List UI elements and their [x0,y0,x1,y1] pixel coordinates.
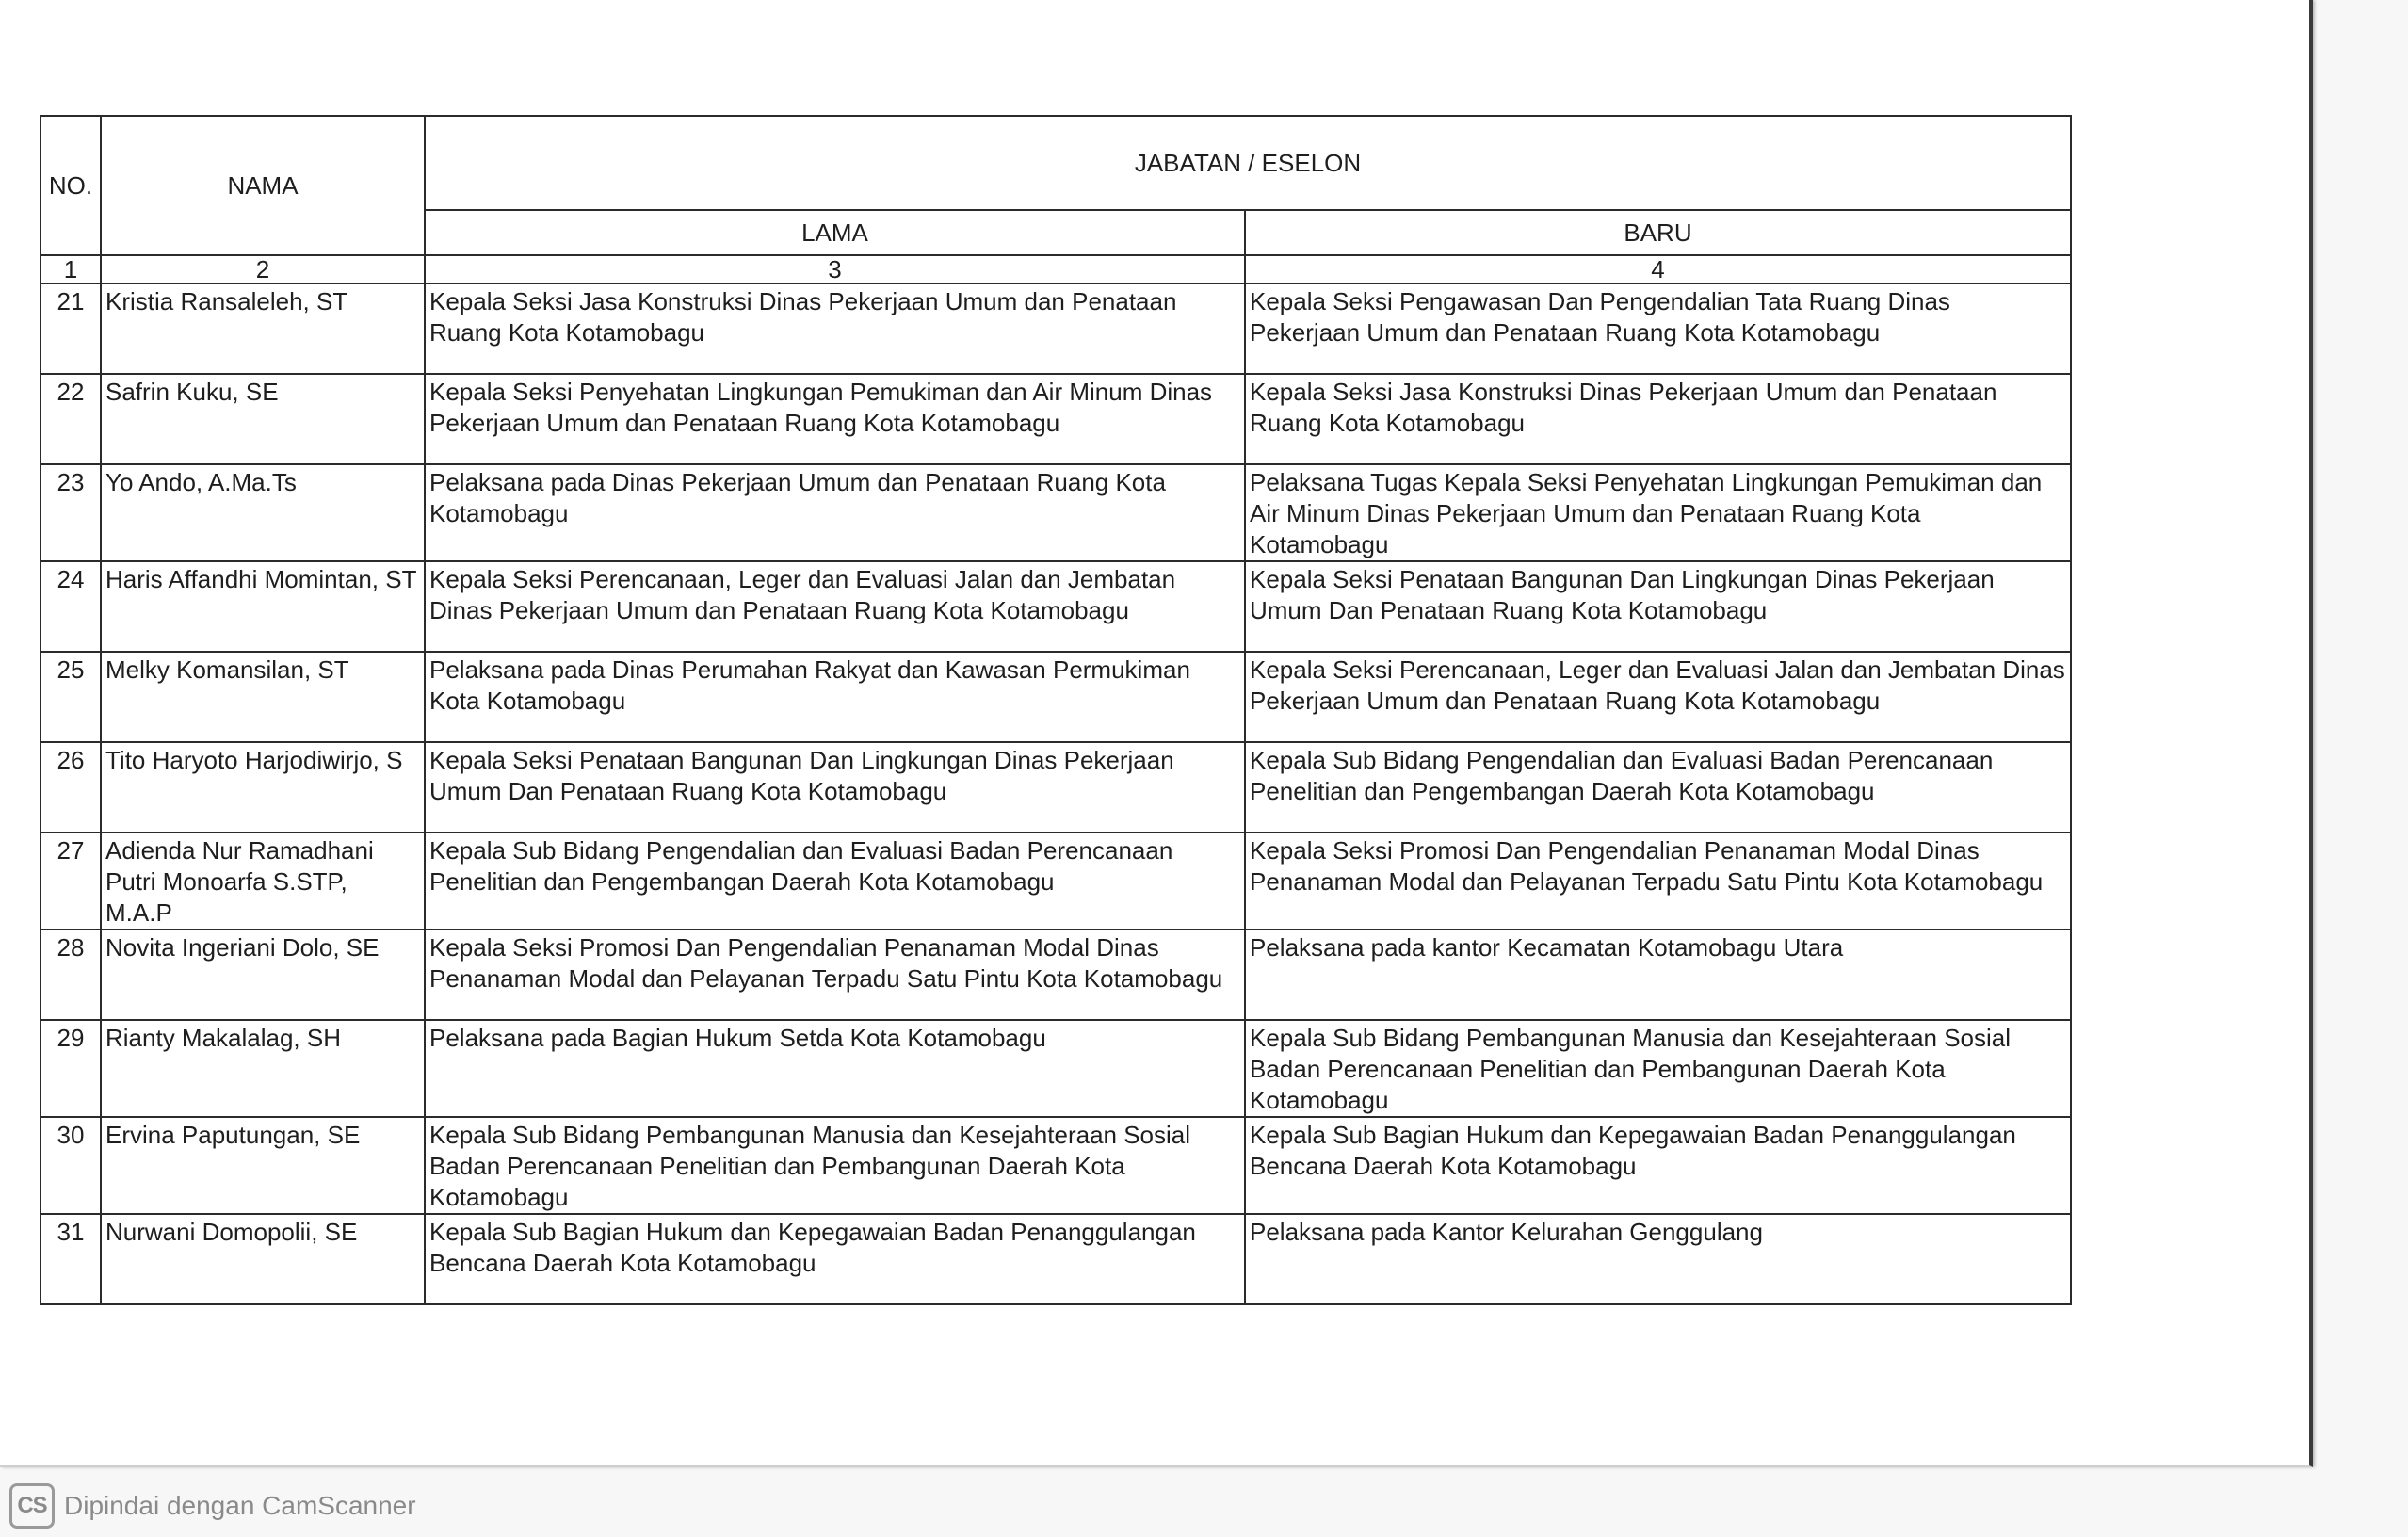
row-nama: Tito Haryoto Harjodiwirjo, S [101,742,425,833]
row-no: 31 [40,1214,101,1304]
row-jabatan-baru: Pelaksana pada Kantor Kelurahan Genggulang [1245,1214,2071,1304]
row-no: 29 [40,1020,101,1117]
row-jabatan-baru: Pelaksana Tugas Kepala Seksi Penyehatan Lingkungan Pemukiman dan Air Minum Dinas Pekerjaan Umum dan Penataan Ruang Kota Kotamobagu [1245,464,2071,561]
table-row [40,1117,2071,1214]
row-jabatan-baru: Kepala Sub Bagian Hukum dan Kepegawaian Badan Penanggulangan Bencana Daerah Kota Kotamobagu [1245,1117,2071,1214]
table-row [40,1214,2071,1304]
row-jabatan-baru: Kepala Sub Bidang Pembangunan Manusia dan Kesejahteraan Sosial Badan Perencanaan Penelitian dan Pembangunan Daerah Kota Kotamobagu [1245,1020,2071,1117]
header-no: NO. [40,116,101,255]
row-no: 25 [40,652,101,742]
row-jabatan-baru: Pelaksana pada kantor Kecamatan Kotamobagu Utara [1245,930,2071,1020]
table-row [40,833,2071,930]
table-row [40,742,2071,833]
row-nama: Melky Komansilan, ST [101,652,425,742]
row-no: 22 [40,374,101,464]
row-nama: Yo Ando, A.Ma.Ts [101,464,425,561]
row-jabatan-lama: Kepala Seksi Penataan Bangunan Dan Lingkungan Dinas Pekerjaan Umum Dan Penataan Ruang Kota Kotamobagu [425,742,1245,833]
row-jabatan-lama: Kepala Seksi Jasa Konstruksi Dinas Pekerjaan Umum dan Penataan Ruang Kota Kotamobagu [425,283,1245,374]
table-row [40,561,2071,652]
row-jabatan-baru: Kepala Seksi Jasa Konstruksi Dinas Pekerjaan Umum dan Penataan Ruang Kota Kotamobagu [1245,374,2071,464]
row-nama: Haris Affandhi Momintan, ST [101,561,425,652]
row-jabatan-lama: Kepala Sub Bidang Pengendalian dan Evaluasi Badan Perencanaan Penelitian dan Pengembangan Daerah Kota Kotamobagu [425,833,1245,930]
row-jabatan-lama: Pelaksana pada Dinas Pekerjaan Umum dan Penataan Ruang Kota Kotamobagu [425,464,1245,561]
row-jabatan-lama: Kepala Sub Bagian Hukum dan Kepegawaian Badan Penanggulangan Bencana Daerah Kota Kotamobagu [425,1214,1245,1304]
camscanner-watermark [9,1480,416,1531]
row-jabatan-lama: Kepala Seksi Penyehatan Lingkungan Pemukiman dan Air Minum Dinas Pekerjaan Umum dan Penataan Ruang Kota Kotamobagu [425,374,1245,464]
camscanner-logo-icon: CS [9,1483,55,1529]
column-number: 3 [425,255,1245,283]
table-row [40,930,2071,1020]
table-row [40,464,2071,561]
watermark-text: Dipindai dengan CamScanner [64,1491,416,1520]
row-no: 26 [40,742,101,833]
row-jabatan-lama: Pelaksana pada Bagian Hukum Setda Kota Kotamobagu [425,1020,1245,1117]
row-jabatan-baru: Kepala Seksi Pengawasan Dan Pengendalian Tata Ruang Dinas Pekerjaan Umum dan Penataan Ruang Kota Kotamobagu [1245,283,2071,374]
row-no: 28 [40,930,101,1020]
row-nama: Ervina Paputungan, SE [101,1117,425,1214]
table-row [40,1020,2071,1117]
table-row [40,374,2071,464]
header-lama: LAMA [425,210,1245,255]
row-no: 24 [40,561,101,652]
header-baru: BARU [1245,210,2071,255]
row-nama: Rianty Makalalag, SH [101,1020,425,1117]
row-no: 21 [40,283,101,374]
table-row [40,652,2071,742]
row-nama: Nurwani Domopolii, SE [101,1214,425,1304]
row-jabatan-baru: Kepala Seksi Perencanaan, Leger dan Evaluasi Jalan dan Jembatan Dinas Pekerjaan Umum dan Penataan Ruang Kota Kotamobagu [1245,652,2071,742]
row-nama: Adienda Nur Ramadhani Putri Monoarfa S.STP, M.A.P [101,833,425,930]
row-jabatan-lama: Kepala Seksi Perencanaan, Leger dan Evaluasi Jalan dan Jembatan Dinas Pekerjaan Umum dan Penataan Ruang Kota Kotamobagu [425,561,1245,652]
row-jabatan-baru: Kepala Sub Bidang Pengendalian dan Evaluasi Badan Perencanaan Penelitian dan Pengembangan Daerah Kota Kotamobagu [1245,742,2071,833]
personnel-table [40,115,2072,1305]
row-jabatan-baru: Kepala Seksi Promosi Dan Pengendalian Penanaman Modal Dinas Penanaman Modal dan Pelayanan Terpadu Satu Pintu Kota Kotamobagu [1245,833,2071,930]
row-no: 27 [40,833,101,930]
column-number: 1 [40,255,101,283]
table-row [40,283,2071,374]
row-nama: Safrin Kuku, SE [101,374,425,464]
row-no: 30 [40,1117,101,1214]
row-no: 23 [40,464,101,561]
header-jabatan-eselon: JABATAN / ESELON [425,116,2071,210]
column-number: 2 [101,255,425,283]
column-number: 4 [1245,255,2071,283]
row-nama: Kristia Ransaleleh, ST [101,283,425,374]
row-jabatan-baru: Kepala Seksi Penataan Bangunan Dan Lingkungan Dinas Pekerjaan Umum Dan Penataan Ruang Kota Kotamobagu [1245,561,2071,652]
row-jabatan-lama: Kepala Seksi Promosi Dan Pengendalian Penanaman Modal Dinas Penanaman Modal dan Pelayanan Terpadu Satu Pintu Kota Kotamobagu [425,930,1245,1020]
row-nama: Novita Ingeriani Dolo, SE [101,930,425,1020]
row-jabatan-lama: Kepala Sub Bidang Pembangunan Manusia dan Kesejahteraan Sosial Badan Perencanaan Penelitian dan Pembangunan Daerah Kota Kotamobagu [425,1117,1245,1214]
header-nama: NAMA [101,116,425,255]
row-jabatan-lama: Pelaksana pada Dinas Perumahan Rakyat dan Kawasan Permukiman Kota Kotamobagu [425,652,1245,742]
